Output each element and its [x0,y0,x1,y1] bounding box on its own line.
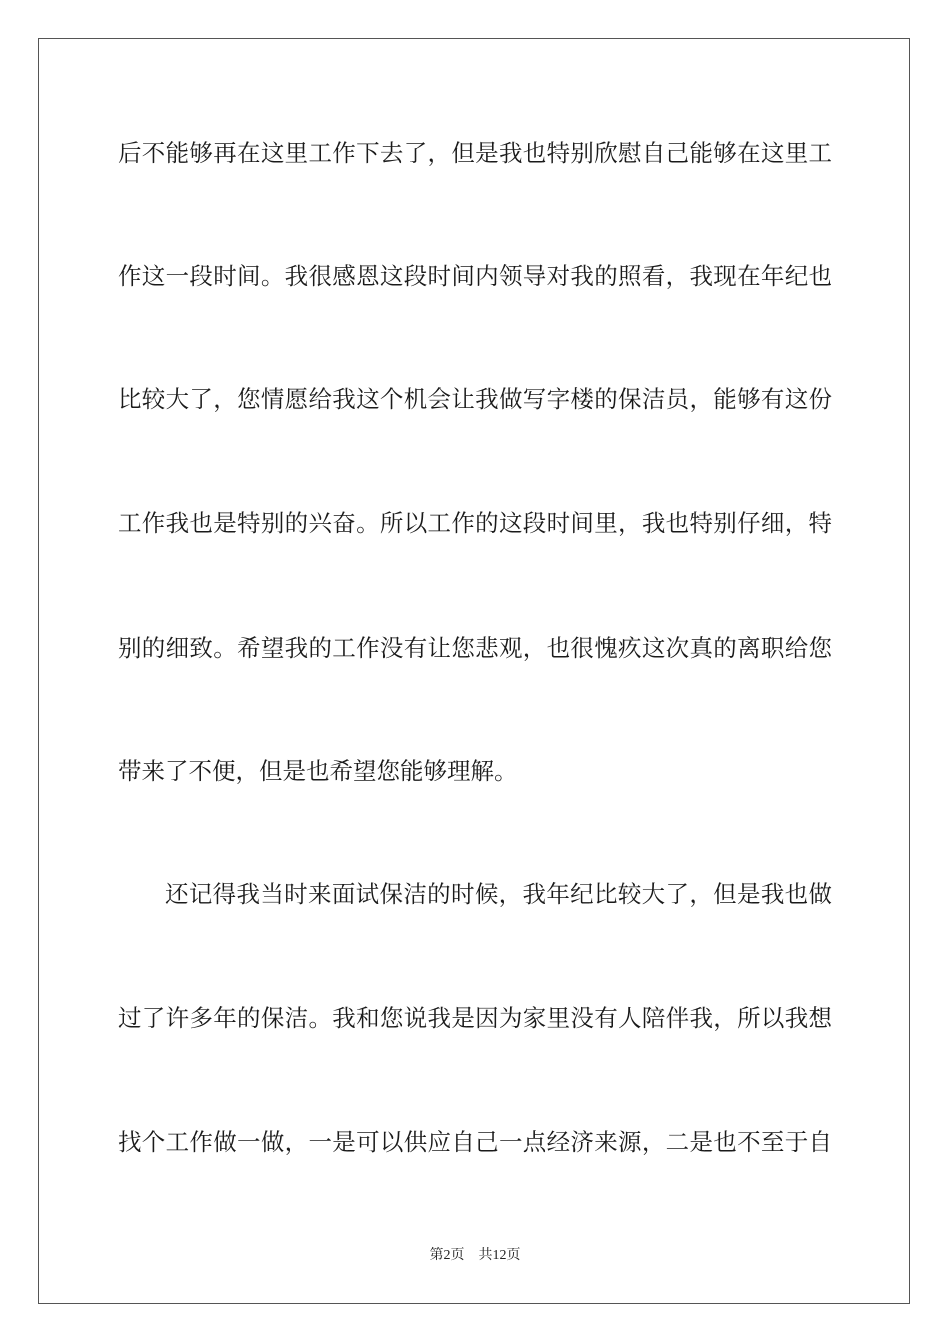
text-line: 带来了不便，但是也希望您能够理解。 [118,757,518,785]
text-line: 找个工作做一做，一是可以供应自己一点经济来源，二是也不至于自 [118,1128,832,1156]
text-line: 作这一段时间。我很感恩这段时间内领导对我的照看，我现在年纪也 [118,262,832,290]
page-footer [0,1246,950,1266]
text-line: 比较大了，您情愿给我这个机会让我做写字楼的保洁员，能够有这份 [118,385,832,413]
text-line: 后不能够再在这里工作下去了，但是我也特别欣慰自己能够在这里工 [118,139,832,167]
text-line: 过了许多年的保洁。我和您说我是因为家里没有人陪伴我，所以我想 [118,1004,832,1032]
page-total: 共12页 [478,1248,521,1263]
text-line: 工作我也是特别的兴奋。所以工作的这段时间里，我也特别仔细，特 [118,509,832,537]
page-border [38,38,910,1304]
text-line: 别的细致。希望我的工作没有让您悲观，也很愧疚这次真的离职给您 [118,634,832,662]
page-number: 第2页 [429,1248,465,1263]
paragraph-first-line: 还记得我当时来面试保洁的时候，我年纪比较大了，但是我也做 [165,880,832,908]
